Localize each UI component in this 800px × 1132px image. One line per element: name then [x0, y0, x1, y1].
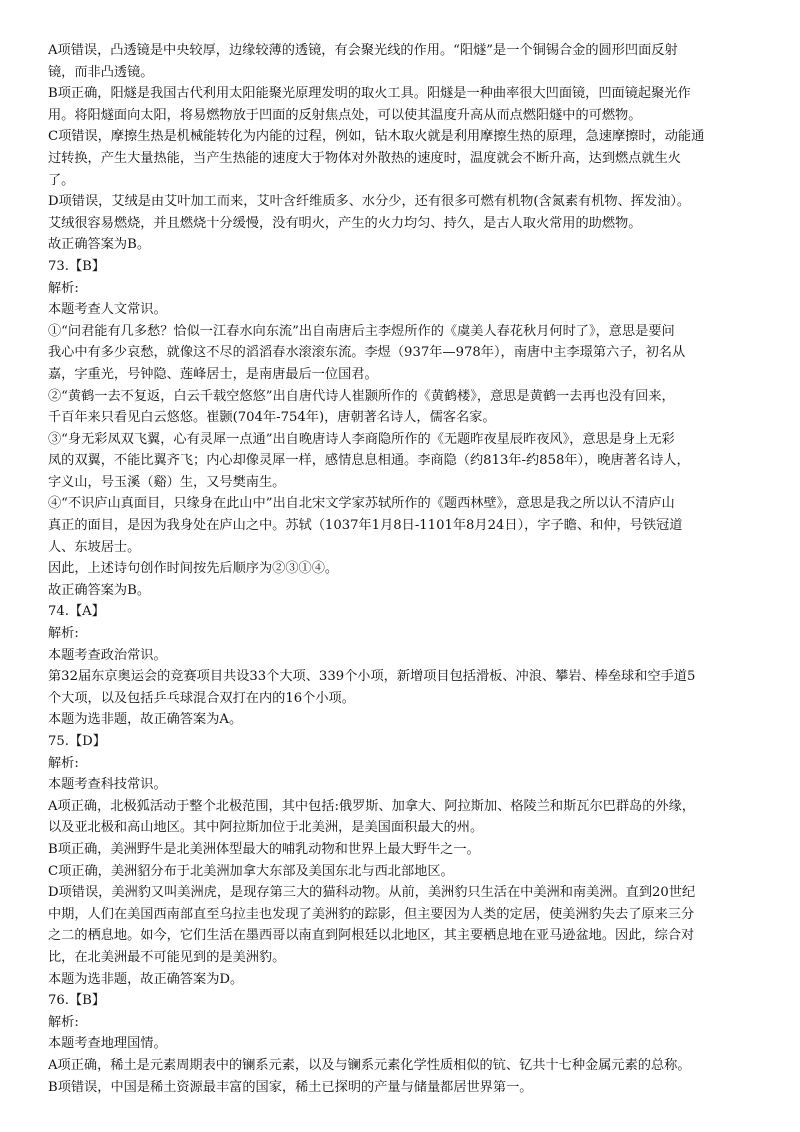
text-line: 千百年来只看见白云悠悠。崔颢(704年-754年)，唐朝著名诗人，儒客名家。 [48, 410, 496, 426]
text-line: A项错误，凸透镜是中央较厚，边缘较薄的透镜，有会聚光线的作用。“阳燧”是一个铜锡合金的圆形凹面反射 [48, 43, 678, 58]
text-line: 本题考查科技常识。 [48, 777, 167, 793]
answer-line: 故正确答案为B。 [48, 237, 151, 253]
analysis-heading: 解析: [48, 280, 79, 296]
text-line: 了。 [48, 172, 75, 188]
text-line: 因此，上述诗句创作时间按先后顺序为②③①④。 [48, 561, 339, 577]
text-line: 用。将阳燧面向太阳，将易燃物放于凹面的反射焦点处，可以使其温度升高从而点燃阳燧中的可燃物。 [48, 107, 642, 123]
text-line: D项错误，美洲豹又叫美洲虎，是现存第三大的猫科动物。从前，美洲豹只生活在中美洲和南美洲。直到20世纪 [48, 885, 696, 901]
text-line: 本题考查政治常识。 [48, 647, 167, 663]
question-number-76: 76.【B】 [48, 993, 106, 1009]
text-line: ①“问君能有几多愁？恰似一江春水向东流”出自南唐后主李煜所作的《虞美人春花秋月何时了》，意思是要问 [48, 323, 675, 339]
text-line: 嘉，字重光，号钟隐、莲峰居士，是南唐最后一位国君。 [48, 366, 378, 382]
text-line: 艾绒很容易燃烧，并且燃烧十分缓慢，没有明火，产生的火力均匀、持久，是古人取火常用的助燃物。 [48, 215, 642, 231]
text-line: ④“不识庐山真面目，只缘身在此山中”出自北宋文学家苏轼所作的《题西林壁》，意思是我之所以认不清庐山 [48, 496, 675, 512]
analysis-heading: 解析: [48, 755, 79, 771]
text-line: 镜，而非凸透镜。 [48, 64, 154, 80]
text-line: 我心中有多少哀愁，就像这不尽的滔滔春水滚滚东流。李煜（937年—978年），南唐中主李璟第六子，初名从 [48, 345, 686, 361]
text-line: 之二的栖息地。如今，它们生活在墨西哥以南直到阿根廷以北地区，其主要栖息地在亚马逊盆地。因此，综合对 [48, 928, 695, 944]
question-number-75: 75.【D】 [48, 734, 106, 749]
text-line: 第32届东京奥运会的竞赛项目共设33个大项、339个小项，新增项目包括滑板、冲浪、攀岩、棒垒球和空手道5 [48, 669, 696, 685]
text-line: C项正确，美洲貂分布于北美洲加拿大东部及美国东北与西北部地区。 [48, 863, 454, 879]
text-line: A项正确，稀土是元素周期表中的镧系元素，以及与镧系元素化学性质相似的钪、钇共十七种金属元素的总称。 [48, 1057, 691, 1073]
text-line: D项错误，艾绒是由艾叶加工而来，艾叶含纤维质多、水分少，还有很多可燃有机物(含氮素有机物、挥发油）。 [48, 194, 691, 210]
question-number-74: 74.【A】 [48, 604, 105, 620]
analysis-heading: 解析: [48, 1014, 79, 1030]
text-line: 中期，人们在美国西南部直至乌拉圭也发现了美洲豹的踪影，但主要因为人类的定居，使美洲豹失去了原来三分 [48, 906, 695, 922]
text-line: B项正确，美洲野牛是北美洲体型最大的哺乳动物和世界上最大野牛之一。 [48, 841, 480, 857]
text-line: 凤的双翼，不能比翼齐飞；内心却像灵犀一样，感情息息相通。李商隐（约813年-约858年），晚唐著名诗人， [48, 453, 690, 469]
text-line: 过转换，产生大量热能，当产生热能的速度大于物体对外散热的速度时，温度就会不断升高，达到燃点就生火 [48, 150, 681, 166]
text-line: B项错误，中国是稀土资源最丰富的国家，稀土已探明的产量与储量都居世界第一。 [48, 1079, 533, 1095]
text-line: 以及亚北极和高山地区。其中阿拉斯加位于北美洲，是美国面积最大的州。 [48, 820, 484, 836]
text-line: C项错误，摩擦生热是机械能转化为内能的过程，例如，钻木取火就是利用摩擦生热的原理，急速摩擦时，动能通 [48, 129, 705, 145]
text-line: B项正确，阳燧是我国古代利用太阳能聚光原理发明的取火工具。阳燧是一种曲率很大凹面镜，凹面镜起聚光作 [48, 86, 691, 102]
answer-line: 本题为选非题，故正确答案为A。 [48, 712, 243, 728]
answer-line: 本题为选非题，故正确答案为D。 [48, 971, 244, 987]
text-line: 比，在北美洲最不可能见到的是美洲豹。 [48, 949, 286, 965]
text-line: 人、东坡居士。 [48, 539, 141, 555]
text-line: 个大项，以及包括乒乓球混合双打在内的16个小项。 [48, 690, 355, 706]
analysis-heading: 解析: [48, 626, 79, 642]
text-line: 真正的面目，是因为我身处在庐山之中。苏轼（1037年1月8日-1101年8月24日），字子瞻、和仲，号铁冠道 [48, 518, 683, 534]
text-line: A项正确，北极狐活动于整个北极范围，其中包括:俄罗斯、加拿大、阿拉斯加、格陵兰和斯瓦尔巴群岛的外缘， [48, 798, 695, 814]
text-line: ②“黄鹤一去不复返，白云千载空悠悠”出自唐代诗人崔颢所作的《黄鹤楼》，意思是黄鹤一去再也没有回来， [48, 388, 675, 404]
text-line: ③“身无彩凤双飞翼，心有灵犀一点通”出自晚唐诗人李商隐所作的《无题昨夜星辰昨夜风》，意思是身上无彩 [48, 431, 675, 447]
question-number-73: 73.【B】 [48, 258, 106, 274]
text-line: 本题考查地理国情。 [48, 1036, 167, 1052]
text-line: 字义山，号玉溪（谿）生，又号樊南生。 [48, 474, 286, 490]
answer-explanation-page [48, 40, 760, 1098]
text-line: 本题考查人文常识。 [48, 302, 167, 318]
answer-line: 故正确答案为B。 [48, 582, 151, 598]
